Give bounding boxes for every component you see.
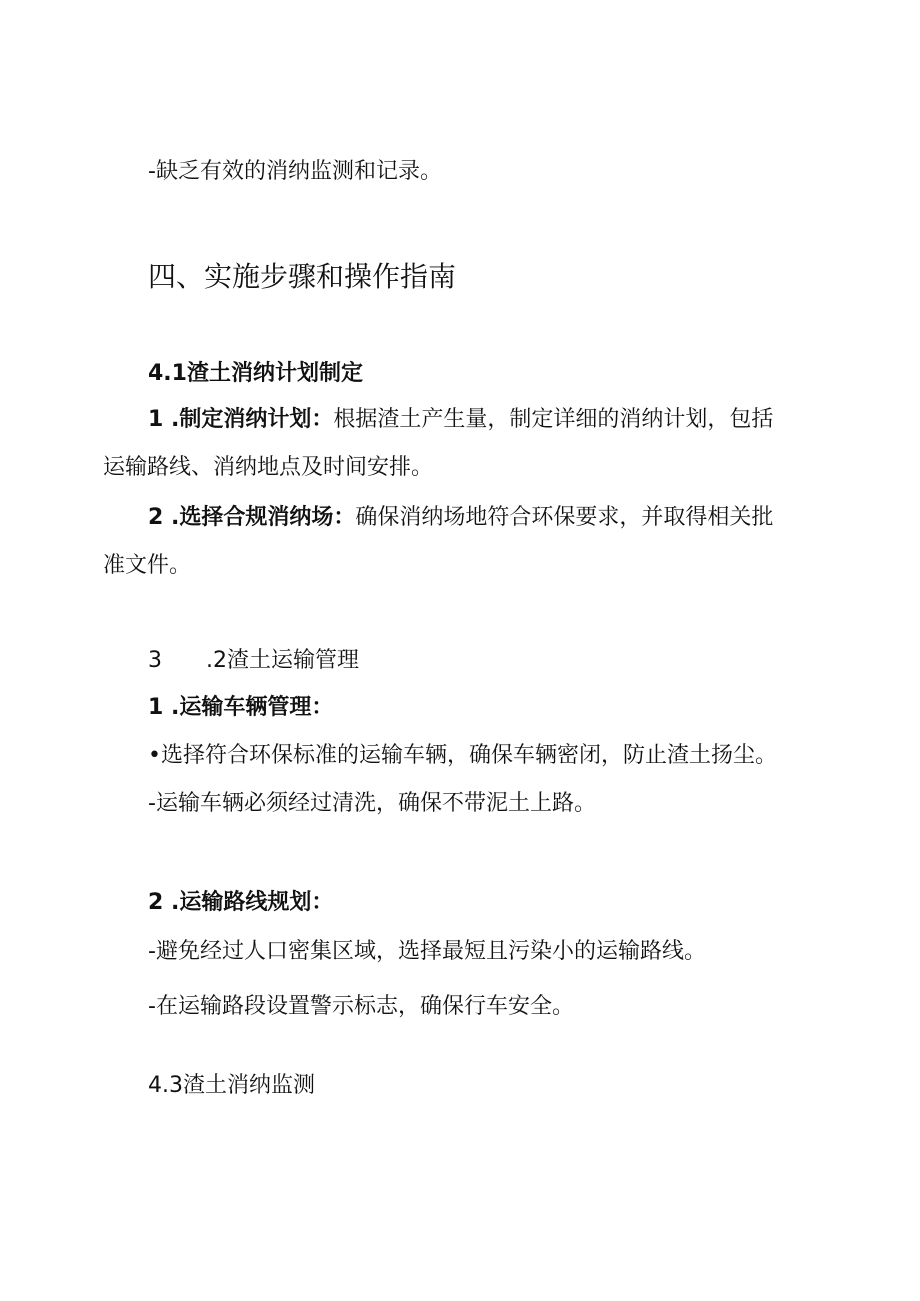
s41-item1-line1 (148, 405, 773, 435)
s42-item1-bullet1: •选择符合环保标准的运输车辆，确保车辆密闭，防止渣土扬尘。 (148, 743, 777, 768)
s41-item2-line1 (148, 503, 773, 533)
subsection-title-4-3: 4.3渣土消纳监测 (148, 1073, 315, 1098)
s41-item1-line2: 运输路线、消纳地点及时间安排。 (103, 455, 434, 480)
s41-item2-label: 2 .选择合规消纳场： (148, 505, 356, 530)
s42-item2-bullet1: -避免经过人口密集区域，选择最短且污染小的运输路线。 (148, 939, 706, 964)
s41-item2-line2: 准文件。 (103, 553, 192, 578)
s42-item1-bullet2: -运输车辆必须经过清洗，确保不带泥土上路。 (148, 791, 596, 816)
s41-item1-label: 1 .制定消纳计划： (148, 407, 334, 432)
subsection-title-4-2 (148, 646, 359, 676)
s42-title-rest: .2渣土运输管理 (206, 648, 359, 673)
s42-item1-label: 1 .运输车辆管理： (148, 695, 334, 720)
s42-item2-bullet2: -在运输路段设置警示标志，确保行车安全。 (148, 994, 574, 1019)
s42-title-num: 3 (148, 648, 162, 673)
subsection-title-4-1: 4.1渣土消纳计划制定 (148, 361, 363, 386)
s42-item2-label: 2 .运输路线规划： (148, 890, 334, 915)
s41-item1-text: 根据渣土产生量，制定详细的消纳计划，包括 (333, 407, 774, 432)
intro-bullet: -缺乏有效的消纳监测和记录。 (148, 159, 442, 184)
s41-item2-text: 确保消纳场地符合环保要求，并取得相关批 (355, 505, 774, 530)
section-heading: 四、实施步骤和操作指南 (148, 260, 457, 293)
